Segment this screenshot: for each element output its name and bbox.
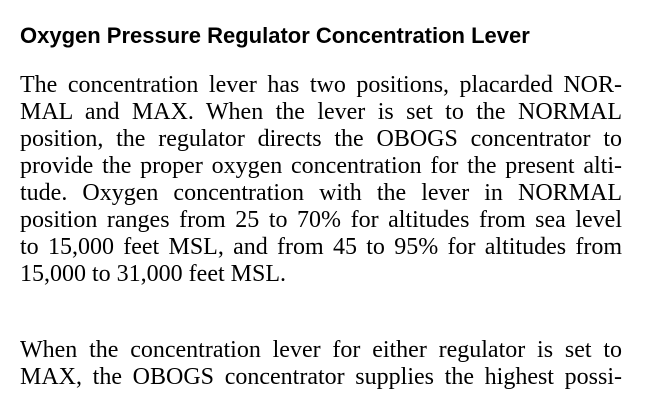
paragraph-line: provide the proper oxygen concentration for the present alti-	[20, 153, 622, 179]
paragraph-line: tude. Oxygen concentration with the lever in NORMAL	[20, 180, 622, 206]
paragraph-line: to 15,000 feet MSL, and from 45 to 95% for altitudes from	[20, 234, 622, 260]
paragraph-line: MAL and MAX. When the lever is set to the NORMAL	[20, 99, 622, 125]
paragraph-line: position ranges from 25 to 70% for altitudes from sea level	[20, 207, 622, 233]
paragraph-line: When the concentration lever for either regulator is set to	[20, 337, 622, 363]
paragraph-line: 15,000 to 31,000 feet MSL.	[20, 261, 286, 287]
paragraph-line: The concentration lever has two positions, placarded NOR-	[20, 72, 622, 98]
paragraph-concentration-lever-positions	[20, 72, 622, 288]
paragraph-line: position, the regulator directs the OBOGS concentrator to	[20, 126, 622, 152]
section-heading: Oxygen Pressure Regulator Concentration Lever	[20, 23, 530, 48]
paragraph-line: MAX, the OBOGS concentrator supplies the highest possi-	[20, 364, 622, 390]
paragraph-max-setting	[20, 337, 622, 391]
